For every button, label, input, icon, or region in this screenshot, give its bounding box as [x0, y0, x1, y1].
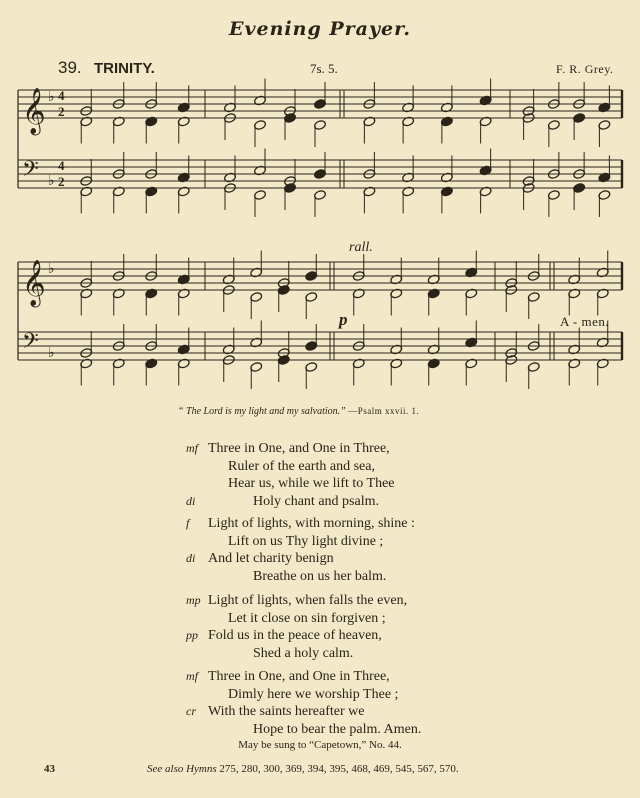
time-signature-top: 4	[58, 158, 65, 173]
time-signature-bottom: 2	[58, 174, 65, 189]
epigraph-text: “ The Lord is my light and my salvation.”	[178, 406, 346, 417]
clef-symbol: 𝄢	[22, 329, 39, 359]
flat-sign: ♭	[48, 173, 55, 189]
page-number: 43	[44, 763, 55, 775]
lyric-text: Holy chant and psalm.	[253, 493, 379, 509]
dynamic-marking: cr	[186, 704, 196, 718]
alternate-tune-note: May be sung to “Capetown,” No. 44.	[238, 739, 402, 751]
stanza	[186, 515, 415, 585]
flat-sign: ♭	[48, 89, 55, 105]
epigraph-reference: —Psalm xxvii. 1.	[348, 406, 420, 416]
stanza-line	[186, 627, 407, 645]
stanza	[186, 592, 408, 662]
see-also-numbers: 275, 280, 300, 369, 394, 395, 468, 469, 545, 567, 570.	[219, 763, 459, 775]
stanza-line	[186, 668, 421, 686]
stanza-line	[186, 440, 395, 458]
lyric-text: Light of lights, when falls the even,	[208, 593, 408, 608]
meter: 7s. 5.	[310, 61, 338, 76]
flat-sign: ♭	[48, 261, 55, 277]
flat-sign: ♭	[48, 345, 55, 361]
lyric-text: Three in One, and One in Three,	[208, 669, 390, 684]
lyric-text: Breathe on us her balm.	[253, 568, 387, 584]
amen-syllables: A - men.	[560, 314, 610, 329]
lyric-text: Hear us, while we lift to Thee	[228, 476, 395, 491]
lyric-text: Shed a holy calm.	[253, 645, 354, 661]
lyric-text: With the saints hereafter we	[208, 704, 365, 719]
stanza-line	[208, 645, 407, 663]
dynamic-marking: di	[186, 493, 196, 508]
stanza	[186, 668, 422, 738]
dynamic-marking: mf	[186, 669, 198, 683]
section-title: Evening Prayer.	[229, 18, 411, 40]
time-signature-top: 4	[58, 88, 65, 103]
stanza-line	[208, 610, 407, 628]
dynamic-marking: f	[186, 516, 190, 530]
epigraph	[178, 406, 419, 417]
tempo-mark: rall.	[349, 240, 373, 255]
time-signature-bottom: 2	[58, 104, 65, 119]
see-also-label: See also Hymns	[147, 763, 217, 775]
stanza-line	[208, 686, 421, 704]
see-also-hymns	[147, 763, 459, 775]
stanza-line	[186, 703, 421, 721]
dynamic-marking: di	[186, 551, 196, 565]
lyric-text: Three in One, and One in Three,	[208, 441, 390, 456]
clef-symbol: 𝄞	[22, 260, 46, 306]
dynamic-marking: mf	[186, 441, 198, 455]
lyric-text: Ruler of the earth and sea,	[228, 458, 375, 474]
clef-symbol: 𝄞	[22, 88, 46, 134]
stanza-line	[208, 475, 395, 493]
stanza-line	[186, 515, 415, 533]
stanza-line	[208, 533, 415, 551]
dynamic-marking: mp	[186, 593, 201, 607]
lyric-text: And let charity benign	[208, 551, 334, 566]
stanza-line	[208, 721, 421, 739]
composer: F. R. Grey.	[556, 62, 614, 76]
stanza-line	[186, 550, 415, 568]
lyric-text: Dimly here we worship Thee ;	[228, 686, 399, 702]
lyric-text: Let it close on sin forgiven ;	[228, 610, 386, 626]
stanza-line	[186, 493, 395, 511]
hymn-number: 39.	[58, 58, 82, 77]
stanza-line	[208, 458, 395, 476]
stanza-line	[186, 592, 408, 610]
dynamic-marking: pp	[186, 628, 198, 642]
lyric-text: Hope to bear the palm. Amen.	[253, 721, 422, 737]
stanza	[186, 440, 395, 510]
lyric-text: Light of lights, with morning, shine :	[208, 516, 415, 531]
lyric-text: Fold us in the peace of heaven,	[208, 628, 382, 643]
clef-symbol: 𝄢	[22, 157, 39, 187]
stanza-line	[208, 568, 415, 586]
dynamic-mark: p	[339, 310, 348, 329]
tune-name: TRINITY.	[94, 60, 155, 77]
lyric-text: Lift on us Thy light divine ;	[228, 533, 384, 549]
